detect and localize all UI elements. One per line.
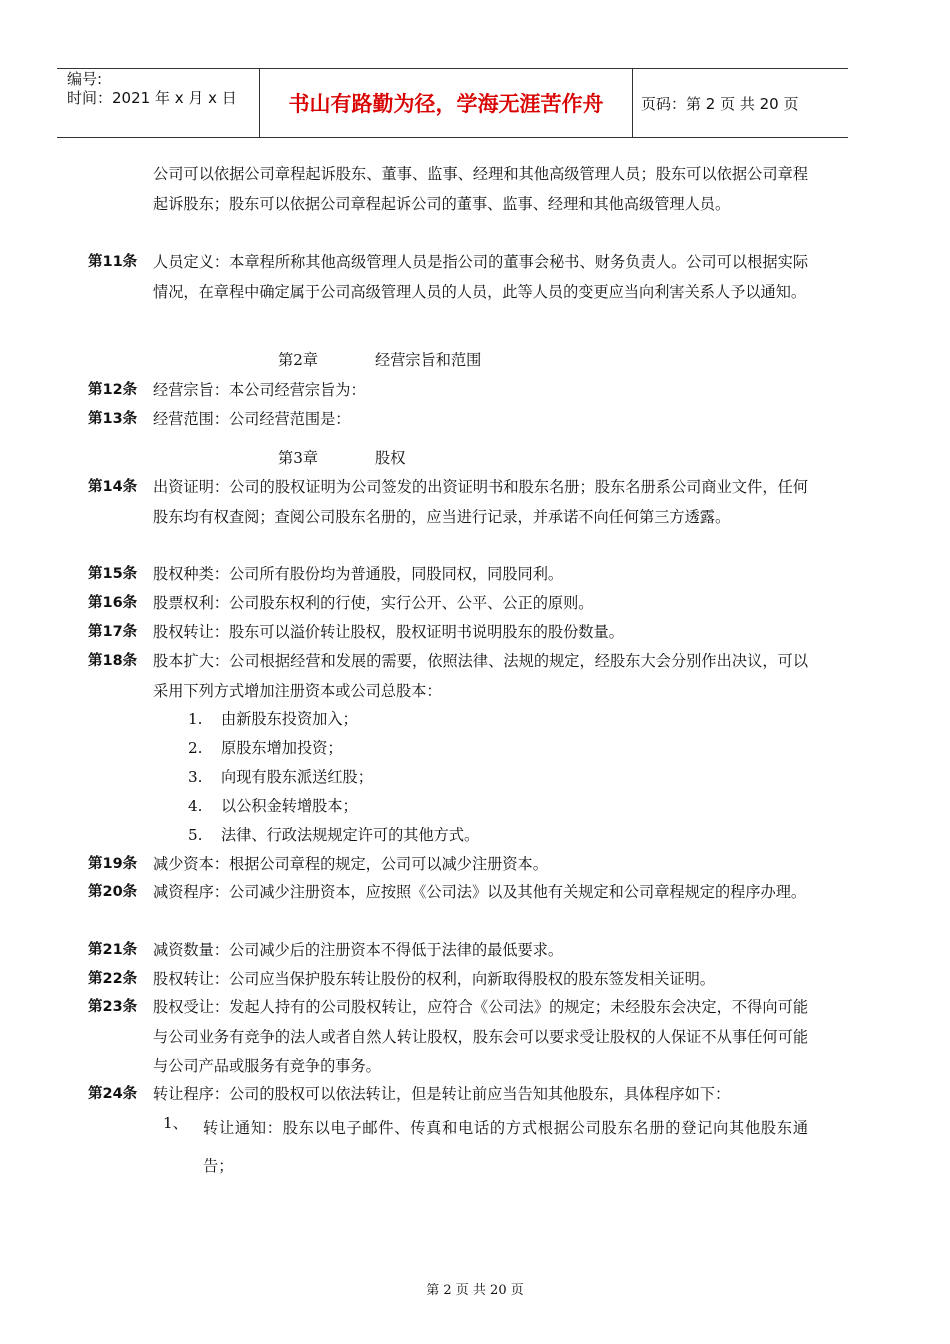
article-number: 第21条 [88, 942, 138, 958]
article-text: 出资证明：公司的股权证明为公司签发的出资证明书和股东名册；股东名册系公司商业文件，任何股东均有权查阅；查阅公司股东名册的，应当进行记录，并承诺不向任何第三方透露。 [153, 478, 808, 526]
list-item-text: 向现有股东派送红股； [221, 768, 373, 786]
list-item-text: 以公积金转增股本； [221, 797, 358, 815]
article-number: 第22条 [88, 971, 138, 987]
article-number: 第11条 [88, 254, 138, 270]
list-item-text: 法律、行政法规规定许可的其他方式。 [221, 826, 480, 844]
article-number: 第15条 [88, 566, 138, 582]
continued-paragraph: 公司可以依据公司章程起诉股东、董事、监事、经理和其他高级管理人员；股东可以依据公司章程起诉股东；股东可以依据公司章程起诉公司的董事、监事、经理和其他高级管理人员。 [153, 165, 808, 213]
header-page-info [633, 69, 848, 137]
chapter-number: 第2章 [278, 351, 319, 369]
article-text: 经营范围：公司经营范围是： [153, 410, 351, 428]
article-number: 第14条 [88, 479, 138, 495]
article-text: 股本扩大：公司根据经营和发展的需要，依照法律、法规的规定，经股东大会分别作出决议，可以采用下列方式增加注册资本或公司总股本： [153, 652, 808, 700]
article-text: 股票权利：公司股东权利的行使，实行公开、公平、公正的原则。 [153, 594, 594, 612]
article-text: 人员定义：本章程所称其他高级管理人员是指公司的董事会秘书、财务负责人。公司可以根据实际情况，在章程中确定属于公司高级管理人员的人员，此等人员的变更应当向利害关系人予以通知。 [153, 253, 808, 301]
article-text: 股权转让：股东可以溢价转让股权，股权证明书说明股东的股份数量。 [153, 623, 624, 641]
article-number: 第12条 [88, 382, 138, 398]
sub-item-number: 1、 [163, 1114, 188, 1132]
article-text: 股权转让：公司应当保护股东转让股份的权利，向新取得股权的股东签发相关证明。 [153, 970, 715, 988]
page-header [57, 68, 848, 138]
article-number: 第17条 [88, 624, 138, 640]
time-label: 时间：2021 年 x 月 x 日 [67, 89, 237, 107]
list-item-number: 5. [188, 826, 203, 844]
header-meta [57, 69, 260, 137]
list-item-number: 3. [188, 768, 203, 786]
article-text: 减少资本：根据公司章程的规定，公司可以减少注册资本。 [153, 855, 548, 873]
number-label: 编号: [67, 70, 103, 88]
article-number: 第13条 [88, 411, 138, 427]
article-number: 第19条 [88, 856, 138, 872]
list-item-text: 由新股东投资加入； [221, 710, 358, 728]
article-text: 转让程序：公司的股权可以依法转让，但是转让前应当告知其他股东，具体程序如下： [153, 1085, 731, 1103]
chapter-title: 股权 [375, 449, 406, 467]
article-number: 第16条 [88, 595, 138, 611]
chapter-title: 经营宗旨和范围 [375, 351, 482, 369]
list-item-number: 4. [188, 797, 203, 815]
article-text: 减资数量：公司减少后的注册资本不得低于法律的最低要求。 [153, 941, 564, 959]
article-text: 经营宗旨：本公司经营宗旨为： [153, 381, 366, 399]
list-item-number: 2. [188, 739, 203, 757]
article-number: 第23条 [88, 999, 138, 1015]
page-label: 页码：第 2 页 共 20 页 [641, 94, 799, 113]
article-text: 股权受让：发起人持有的公司股权转让，应符合《公司法》的规定；未经股东会决定，不得向可能与公司业务有竞争的法人或者自然人转让股权，股东会可以要求受让股权的人保证不从事任何可能与公司产品或服务有竞争的事务。 [153, 998, 808, 1075]
sub-item-text: 转让通知：股东以电子邮件、传真和电话的方式根据公司股东名册的登记向其他股东通告； [203, 1119, 808, 1175]
chapter-number: 第3章 [278, 449, 319, 467]
page-footer: 第 2 页 共 20 页 [426, 1283, 524, 1298]
header-motto: 书山有路勤为径，学海无涯苦作舟 [260, 69, 633, 137]
article-text: 减资程序：公司减少注册资本，应按照《公司法》以及其他有关规定和公司章程规定的程序办理。 [153, 883, 807, 901]
article-number: 第24条 [88, 1086, 138, 1102]
list-item-number: 1. [188, 710, 203, 728]
list-item-text: 原股东增加投资； [221, 739, 343, 757]
article-number: 第18条 [88, 653, 138, 669]
article-number: 第20条 [88, 884, 138, 900]
article-text: 股权种类：公司所有股份均为普通股，同股同权，同股同利。 [153, 565, 564, 583]
